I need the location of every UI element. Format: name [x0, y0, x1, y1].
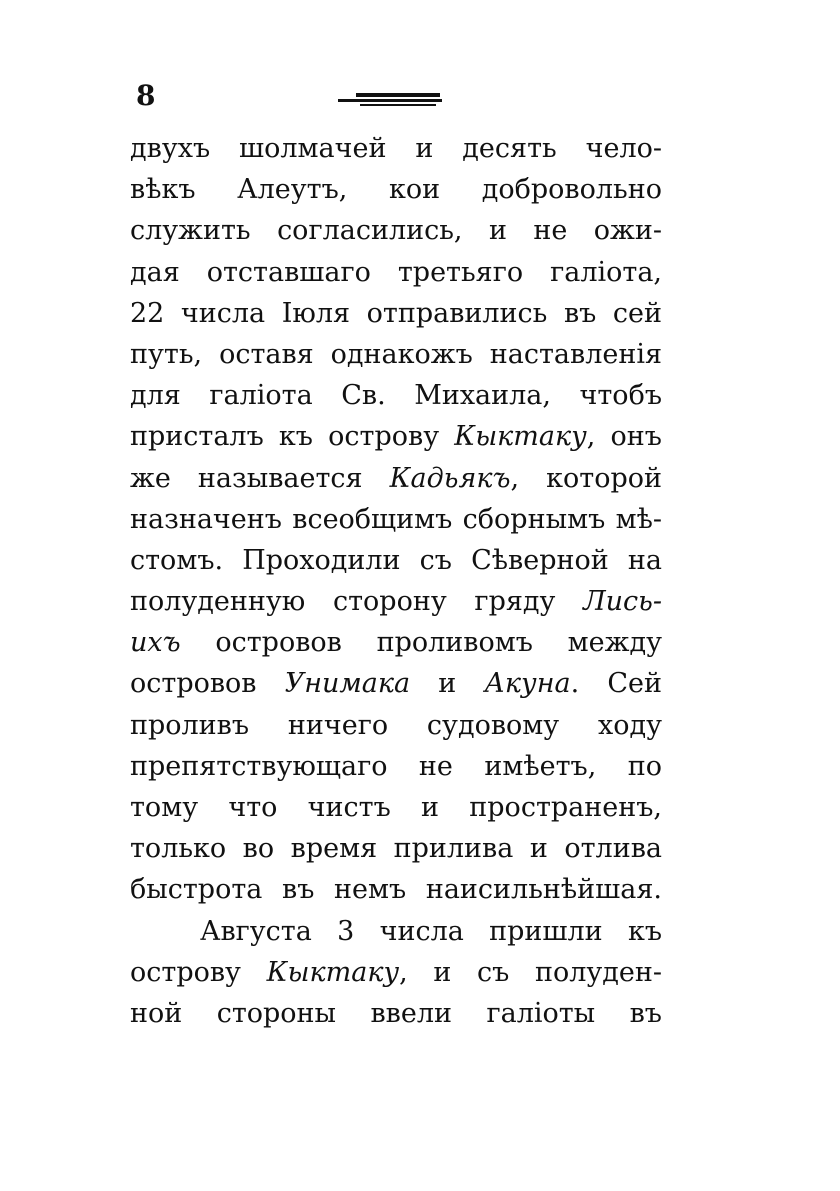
text-segment: , которой: [510, 462, 662, 494]
text-line: [130, 458, 662, 499]
text-line: [130, 828, 662, 869]
italic-place-name: Кыктаку: [454, 421, 587, 453]
text-segment: назначенъ всеобщимъ сборнымъ мѣ-: [130, 503, 662, 535]
text-line: [130, 540, 662, 581]
text-segment: островов: [130, 668, 285, 700]
text-segment: для галіота Св. Михаила, чтобъ: [130, 380, 662, 412]
italic-place-name: Кыктаку: [266, 956, 400, 988]
text-segment: только во время прилива и отлива: [130, 833, 662, 865]
italic-place-name: Кадьякъ: [389, 462, 511, 494]
text-segment: , и съ полуден-: [399, 956, 662, 988]
text-segment: вѣкъ Алеутъ, кои добровольно: [130, 174, 662, 206]
text-line: [130, 293, 662, 334]
text-segment: острову: [130, 956, 267, 988]
text-segment: Августа 3 числа пришли къ: [200, 915, 662, 947]
text-segment: и: [410, 668, 485, 700]
italic-place-name: Акуна: [484, 668, 571, 700]
text-segment: быстрота въ немъ наисильнѣйшая.: [130, 874, 662, 906]
text-line: [130, 128, 662, 169]
text-segment: , онъ: [586, 421, 662, 453]
page-number: 8: [136, 79, 156, 112]
text-line: [130, 787, 662, 828]
text-segment: дая отставшаго третьяго галіота,: [130, 256, 662, 288]
text-line: [130, 622, 662, 663]
italic-place-name: Лись-: [583, 586, 662, 618]
body-text: [130, 128, 662, 1034]
text-line: [130, 375, 662, 416]
text-line: [130, 416, 662, 457]
text-line: [130, 705, 662, 746]
text-segment: присталъ къ острову: [130, 421, 455, 453]
text-segment: же называется: [130, 462, 390, 494]
text-line: [130, 911, 662, 952]
text-line: [130, 869, 662, 910]
text-segment: препятствующаго не имѣетъ, по: [130, 750, 662, 782]
text-segment: 22 числа Іюля отправились въ сей: [130, 297, 662, 329]
text-segment: путь, оставя однакожъ наставленія: [130, 338, 662, 370]
text-segment: проливъ ничего судовому ходу: [130, 709, 662, 741]
text-line: [130, 993, 662, 1034]
text-segment: ной стороны ввели галіоты въ: [130, 997, 662, 1029]
italic-place-name: Унимака: [284, 668, 411, 700]
text-line: [130, 746, 662, 787]
text-segment: стомъ. Проходили съ Сѣверной на: [130, 544, 662, 576]
text-line: [130, 334, 662, 375]
text-segment: полуденную сторону гряду: [130, 586, 584, 618]
text-line: [130, 252, 662, 293]
text-segment: служить согласились, и не ожи-: [130, 215, 662, 247]
header-ornament-rule: [338, 93, 442, 107]
text-segment: островов проливомъ между: [180, 627, 662, 659]
text-line: [130, 581, 662, 622]
text-segment: двухъ шолмачей и десять чело-: [130, 133, 662, 164]
text-line: [130, 169, 662, 210]
text-line: [130, 663, 662, 704]
italic-place-name: ихъ: [130, 627, 181, 659]
text-line: [130, 499, 662, 540]
text-line: [130, 210, 662, 251]
text-segment: тому что чистъ и пространенъ,: [130, 792, 662, 823]
text-line: [130, 952, 662, 993]
text-segment: . Сей: [570, 668, 662, 700]
